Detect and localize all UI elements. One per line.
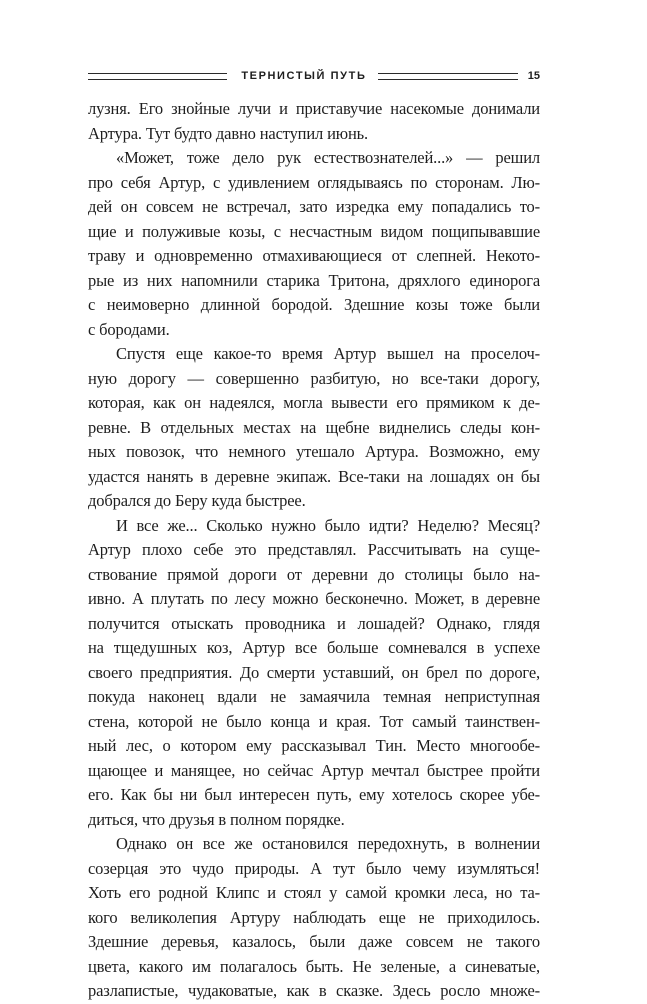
text-line: щие и полуживые козы, с несчастным видом пощипывавшие: [88, 221, 540, 241]
text-line: ный лес, о котором ему рассказывал Тин. Место многообе-: [88, 736, 540, 755]
text-line: Однако он все же остановился передохнуть, в волнении: [116, 834, 540, 853]
text-line: Здешние деревья, казалось, были даже совсем не такого: [88, 932, 540, 951]
text-line: разлапистые, чудаковатые, как в сказке. Здесь росло множе-: [88, 981, 540, 1000]
text-line: его. Как бы ни был интересен путь, ему хотелось скорее убе-: [88, 785, 540, 804]
text-line: Артур плохо себе это представлял. Рассчитывать на суще-: [88, 540, 540, 559]
text-line: траву и одновременно отмахивающиеся от слепней. Некото-: [88, 246, 540, 265]
body-text: [88, 97, 540, 1004]
text-line: кого великолепия Артуру наблюдать еще не приходилось.: [88, 907, 540, 927]
text-line: добрался до Беру куда быстрее.: [88, 491, 306, 510]
text-line: с неимоверно длинной бородой. Здешние козы тоже были: [88, 295, 540, 314]
text-line: И все же... Сколько нужно было идти? Неделю? Месяц?: [116, 515, 540, 535]
text-line: ных повозок, что немного утешало Артура. Возможно, ему: [88, 442, 540, 461]
text-line: покуда наконец вдали не замаячила темная неприступная: [88, 687, 540, 706]
text-line: созерцая это чудо природы. А тут было чему изумляться!: [88, 858, 540, 878]
running-title: ТЕРНИСТЫЙ ПУТЬ: [241, 70, 367, 82]
text-line: получится отыскать проводника и лошадей? Однако, глядя: [88, 613, 540, 633]
text-line: своего предприятия. До смерти уставший, он брел по дороге,: [88, 662, 540, 682]
text-line: щающее и манящее, но сейчас Артур мечтал быстрее пройти: [88, 760, 540, 780]
text-line: с бородами.: [88, 319, 170, 339]
text-line: удастся нанять в деревне экипаж. Все-таки на лошадях он бы: [88, 466, 540, 486]
text-line: ивно. А плутать по лесу можно бесконечно. Может, в деревне: [88, 589, 540, 608]
text-line: ствование прямой дороги от деревни до столицы было на-: [88, 564, 540, 584]
running-header: [88, 66, 540, 86]
text-line: рые из них напомнили старика Тритона, дряхлого единорога: [88, 270, 540, 290]
text-line: «Может, тоже дело рук естествознателей...» — решил: [116, 148, 540, 167]
text-line: дей он совсем не встречал, зато изредка ему попадались то-: [88, 197, 540, 216]
text-line: которая, как он надеялся, могла вывести его прямиком к де-: [88, 393, 540, 412]
text-line: про себя Артур, с удивлением оглядываясь по сторонам. Лю-: [88, 172, 540, 192]
text-line: ную дорогу — совершенно разбитую, но все-таки дорогу,: [88, 368, 540, 388]
text-line: Спустя еще какое-то время Артур вышел на проселоч-: [116, 344, 540, 363]
header-rule-left: [88, 73, 227, 80]
page-number: 15: [527, 70, 541, 82]
text-line: диться, что друзья в полном порядке.: [88, 809, 345, 829]
text-line: стена, которой не было конца и края. Тот самый таинствен-: [88, 711, 540, 731]
text-line: Артура. Тут будто давно наступил июнь.: [88, 123, 368, 143]
text-line: лузня. Его знойные лучи и приставучие насекомые донимали: [88, 99, 540, 118]
header-rule-right: [378, 73, 517, 80]
text-line: ревне. В отдельных местах на щебне виднелись следы кон-: [88, 417, 540, 437]
text-line: цвета, какого им полагалось быть. Не зеленые, а синеватые,: [88, 956, 540, 976]
text-line: на тщедушных коз, Артур все больше сомневался в успехе: [88, 638, 540, 657]
text-line: Хоть его родной Клипс и стоял у самой кромки леса, но та-: [88, 883, 540, 902]
